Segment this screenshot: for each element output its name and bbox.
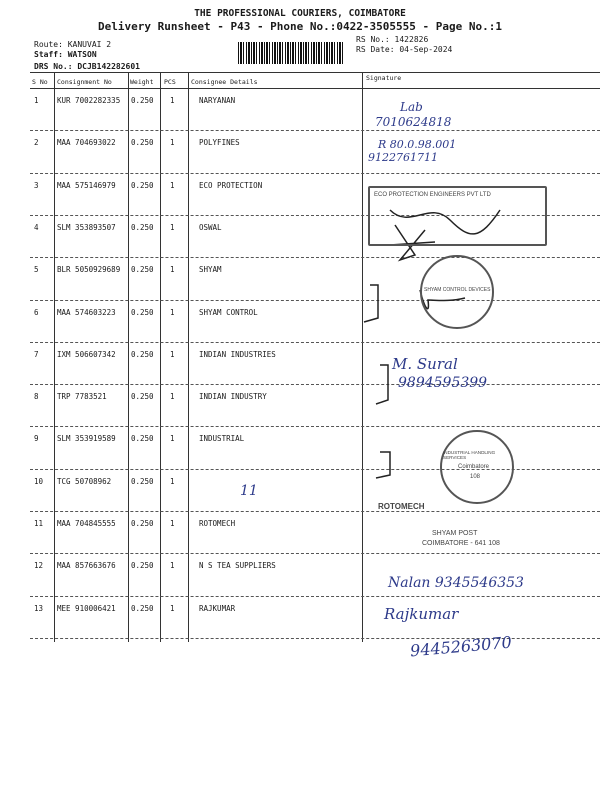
handwriting-r7-a: M. Sural xyxy=(392,355,458,373)
handwriting-r12: Nalan 9345546353 xyxy=(388,575,524,591)
col-header-consignment: Consignment No xyxy=(57,78,112,86)
stamp-shyam xyxy=(420,255,494,329)
row-separator xyxy=(30,596,600,597)
row-weight: 0.250 xyxy=(131,138,154,148)
stamp-industrial-text: INDUSTRIAL HANDLING SERVICES xyxy=(443,450,496,460)
row-consignee: INDIAN INDUSTRIES xyxy=(199,349,276,359)
row-sno: 2 xyxy=(34,138,39,148)
row-weight: 0.250 xyxy=(131,96,154,105)
row-sno: 8 xyxy=(34,392,39,402)
row-separator xyxy=(30,130,600,131)
table-top-border xyxy=(30,72,600,73)
column-divider xyxy=(160,72,161,642)
col-header-sno: S No xyxy=(32,78,48,86)
row-pcs: 1 xyxy=(170,307,175,317)
rs-no-value: 1422826 xyxy=(394,35,429,44)
row-consignment-no: MEE 910006421 xyxy=(57,603,116,613)
row-pcs: 1 xyxy=(170,603,175,613)
stamp-rotomech-post: SHYAM POST xyxy=(432,530,478,537)
row-consignee: RAJKUMAR xyxy=(199,603,236,613)
stamp-eco xyxy=(368,186,547,246)
handwriting-r13-b: 9445263070 xyxy=(409,632,513,661)
row-consignment-no: SLM 353893507 xyxy=(57,222,116,232)
row-weight: 0.250 xyxy=(131,265,154,275)
row-consignment-no: MAA 575146979 xyxy=(57,180,116,190)
row-consignment-no: BLR 5050929689 xyxy=(57,265,121,275)
staff-label: Staff: xyxy=(34,50,63,59)
row-consignment-no: MAA 704693022 xyxy=(57,138,116,148)
row-weight: 0.250 xyxy=(131,519,154,528)
row-pcs: 1 xyxy=(170,265,175,275)
row-consignee: INDUSTRIAL xyxy=(199,434,245,444)
row-sno: 13 xyxy=(34,603,44,613)
route-value: KANUVAI 2 xyxy=(67,40,112,49)
handwriting-r2-a: R 80.0.98.001 xyxy=(378,138,457,151)
column-divider xyxy=(188,72,189,642)
col-header-weight: Weight xyxy=(130,78,154,86)
row-sno: 3 xyxy=(34,180,39,190)
stamp-rotomech-city: COIMBATORE - 641 108 xyxy=(422,540,500,547)
bracket-row7 xyxy=(376,365,388,404)
row-separator xyxy=(30,553,600,554)
stamp-industrial xyxy=(440,430,514,504)
row-consignee: SHYAM CONTROL xyxy=(199,307,258,317)
row-pcs: 1 xyxy=(170,392,175,402)
row-weight: 0.250 xyxy=(131,307,154,317)
handwriting-r2-b: 9122761711 xyxy=(368,151,438,164)
row-weight: 0.250 xyxy=(131,349,154,359)
stamp-eco-text: ECO PROTECTION ENGINEERS PVT LTD xyxy=(374,192,491,198)
stamp-shyam-text: SHYAM CONTROL DEVICES xyxy=(424,287,491,293)
row-pcs: 1 xyxy=(170,476,175,486)
row-consignee: ECO PROTECTION xyxy=(199,180,263,190)
row-sno: 7 xyxy=(34,349,39,359)
rs-date-label: RS Date: xyxy=(356,45,395,54)
row-separator xyxy=(30,173,600,174)
row-sno: 11 xyxy=(34,519,44,528)
row-consignment-no: TCG 50708962 xyxy=(57,476,112,486)
stamp-rotomech-name: ROTOMECH xyxy=(378,502,425,511)
row-consignee: SHYAM xyxy=(199,265,222,275)
column-divider xyxy=(128,72,129,642)
row-consignee: POLYFINES xyxy=(199,138,240,148)
row-sno: 4 xyxy=(34,222,39,232)
drs-line xyxy=(34,62,140,71)
staff-value: WATSON xyxy=(67,50,97,59)
runsheet-title: Delivery Runsheet - P43 - Phone No.:0422-3505555 - Page No.:1 xyxy=(98,20,502,33)
route-label: Route: xyxy=(34,40,63,49)
rs-date-value: 04-Sep-2024 xyxy=(399,45,453,54)
row-weight: 0.250 xyxy=(131,392,154,402)
rs-no-line xyxy=(356,35,428,44)
row-pcs: 1 xyxy=(170,180,175,190)
row-pcs: 1 xyxy=(170,222,175,232)
row-consignee: OSWAL xyxy=(199,222,222,232)
barcode xyxy=(238,42,343,64)
col-header-pcs: PCS xyxy=(164,78,176,86)
row-consignment-no: SLM 353919589 xyxy=(57,434,116,444)
stamp-industrial-pin: 108 xyxy=(470,474,481,480)
row-weight: 0.250 xyxy=(131,434,154,444)
row-pcs: 1 xyxy=(170,96,175,105)
row-pcs: 1 xyxy=(170,138,175,148)
row-weight: 0.250 xyxy=(131,476,154,486)
row-sno: 9 xyxy=(34,434,39,444)
column-divider xyxy=(54,72,55,642)
row-separator xyxy=(30,638,600,639)
row-consignment-no: MAA 574603223 xyxy=(57,307,116,317)
row-sno: 10 xyxy=(34,476,44,486)
row-pcs: 1 xyxy=(170,434,175,444)
row-pcs: 1 xyxy=(170,349,175,359)
route-line xyxy=(34,40,111,49)
handwriting-r1-b: 7010624818 xyxy=(375,115,452,129)
row-sno: 6 xyxy=(34,307,39,317)
rs-date-line xyxy=(356,45,452,54)
handwriting-r7-b: 9894595399 xyxy=(398,375,488,391)
company-name: THE PROFESSIONAL COURIERS, COIMBATORE xyxy=(194,8,406,19)
row-consignee: ROTOMECH xyxy=(199,519,236,528)
row-pcs: 1 xyxy=(170,519,175,528)
rs-no-label: RS No.: xyxy=(356,35,390,44)
handwriting-r10: 11 xyxy=(240,483,258,499)
row-consignment-no: MAA 704845555 xyxy=(57,519,116,528)
row-weight: 0.250 xyxy=(131,180,154,190)
col-header-consignee: Consignee Details xyxy=(191,78,258,86)
col-header-signature: Signature xyxy=(366,74,402,82)
staff-line xyxy=(34,50,97,59)
handwriting-r1-a: Lab xyxy=(400,100,423,114)
row-sno: 1 xyxy=(34,96,39,105)
row-consignment-no: KUR 7002282335 xyxy=(57,96,121,105)
row-consignment-no: IXM 506607342 xyxy=(57,349,116,359)
stamp-rotomech xyxy=(372,500,542,552)
header-bottom-border xyxy=(30,88,600,89)
row-sno: 5 xyxy=(34,265,39,275)
row-consignee: INDIAN INDUSTRY xyxy=(199,392,267,402)
row-weight: 0.250 xyxy=(131,561,154,571)
bracket-row9 xyxy=(376,452,390,478)
drs-label: DRS No.: xyxy=(34,62,73,71)
row-consignment-no: TRP 7783521 xyxy=(57,392,107,402)
row-consignment-no: MAA 857663676 xyxy=(57,561,116,571)
drs-value: DCJB142282601 xyxy=(77,62,140,71)
row-weight: 0.250 xyxy=(131,603,154,613)
row-weight: 0.250 xyxy=(131,222,154,232)
bracket-row5 xyxy=(364,285,378,322)
row-pcs: 1 xyxy=(170,561,175,571)
row-consignee: NARYANAN xyxy=(199,96,236,105)
stamp-industrial-city: Coimbatore xyxy=(458,464,490,470)
row-consignee: N S TEA SUPPLIERS xyxy=(199,561,276,571)
handwriting-r13-a: Rajkumar xyxy=(384,605,459,623)
row-sno: 12 xyxy=(34,561,44,571)
